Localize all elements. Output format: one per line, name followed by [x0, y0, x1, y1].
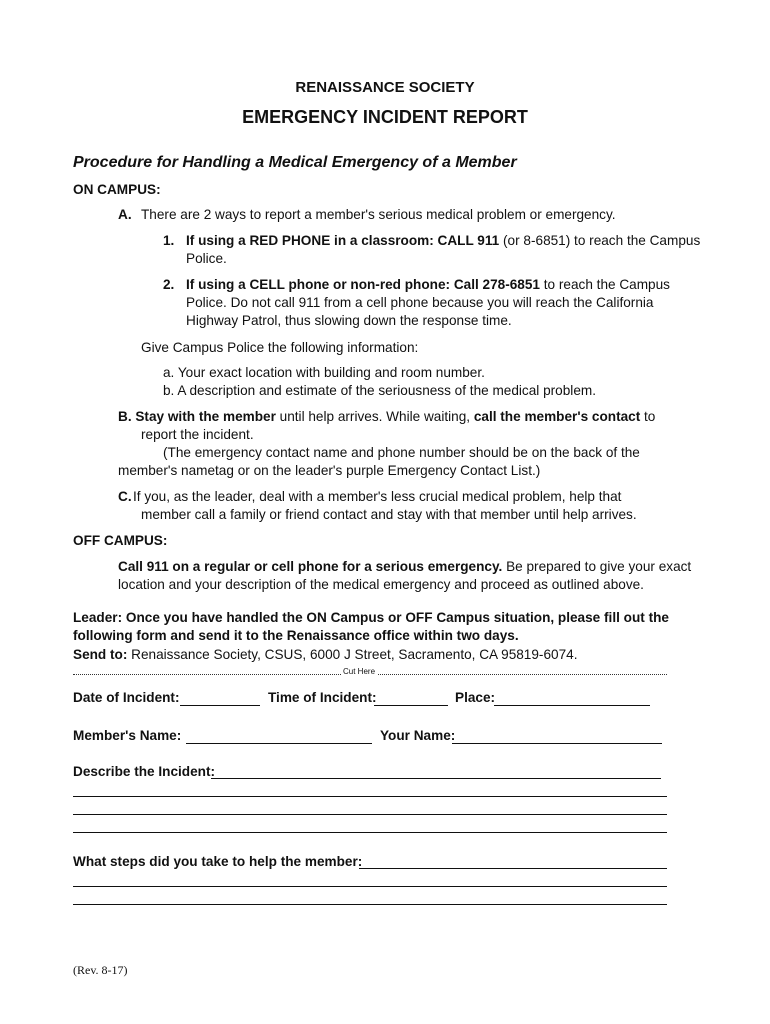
section-b-line-2: report the incident.	[141, 427, 254, 442]
member-name-field[interactable]	[186, 743, 372, 744]
section-b-line-4: member's nametag or on the leader's purple Emergency Contact List.)	[118, 463, 541, 478]
leader-instruction-line-2: following form and send it to the Renaissance office within two days.	[73, 628, 519, 643]
section-a-text: There are 2 ways to report a member's serious medical problem or emergency.	[141, 207, 616, 222]
procedure-heading: Procedure for Handling a Medical Emergency of a Member	[73, 154, 517, 171]
off-campus-line-2: location and your description of the medical emergency and proceed as outlined above.	[118, 577, 644, 592]
item-1-line-2: Police.	[186, 251, 227, 266]
place-field[interactable]	[494, 705, 650, 706]
date-of-incident-label: Date of Incident:	[73, 690, 180, 705]
organization-name: RENAISSANCE SOCIETY	[295, 79, 475, 96]
cut-here-label: Cut Here	[343, 667, 376, 676]
section-c-text: If you, as the leader, deal with a member's less crucial medical problem, help that	[133, 489, 622, 504]
your-name-field[interactable]	[452, 743, 662, 744]
leader-instruction-line-1: Leader: Once you have handled the ON Campus or OFF Campus situation, please fill out the	[73, 610, 669, 625]
describe-incident-field[interactable]	[211, 778, 661, 779]
item-1-bold: If using a RED PHONE in a classroom: CALL 911	[186, 233, 500, 248]
describe-incident-line-2[interactable]	[73, 796, 667, 797]
item-2-text	[186, 276, 670, 294]
item-2-rest: to reach the Campus	[540, 277, 670, 292]
give-info-text: Give Campus Police the following information:	[141, 340, 419, 355]
member-name-label: Member's Name:	[73, 728, 182, 743]
item-1-rest: (or 8-6851) to reach the Campus	[499, 233, 701, 248]
describe-incident-line-4[interactable]	[73, 832, 667, 833]
section-b-line-3: (The emergency contact name and phone number should be on the back of the	[163, 445, 640, 460]
off-campus-bold: Call 911 on a regular or cell phone for a serious emergency.	[118, 559, 503, 574]
section-b-end: to	[640, 409, 656, 424]
item-1-number: 1.	[163, 233, 175, 248]
off-campus-rest: Be prepared to give your exact	[502, 559, 692, 574]
time-of-incident-field[interactable]	[374, 705, 448, 706]
steps-taken-field[interactable]	[359, 868, 667, 869]
info-item-a: a. Your exact location with building and room number.	[163, 365, 485, 380]
describe-incident-label: Describe the Incident:	[73, 764, 216, 779]
date-of-incident-field[interactable]	[180, 705, 260, 706]
your-name-label: Your Name:	[380, 728, 456, 743]
off-campus-heading: OFF CAMPUS:	[73, 533, 168, 548]
item-1-text	[186, 232, 700, 250]
send-to-label: Send to:	[73, 647, 128, 662]
section-b-bold: B. Stay with the member	[118, 409, 276, 424]
steps-taken-line-2[interactable]	[73, 886, 667, 887]
off-campus-text	[118, 558, 691, 576]
info-item-b: b. A description and estimate of the seriousness of the medical problem.	[163, 383, 596, 398]
section-c-label: C.	[118, 489, 132, 504]
send-to-line	[73, 646, 577, 664]
item-2-line-2: Police. Do not call 911 from a cell phone because you will reach the California	[186, 295, 654, 310]
on-campus-heading: ON CAMPUS:	[73, 182, 161, 197]
revision-note: (Rev. 8-17)	[73, 963, 128, 977]
place-label: Place:	[455, 690, 496, 705]
time-of-incident-label: Time of Incident:	[268, 690, 377, 705]
steps-taken-label: What steps did you take to help the member:	[73, 854, 363, 869]
steps-taken-line-3[interactable]	[73, 904, 667, 905]
document-title: EMERGENCY INCIDENT REPORT	[242, 107, 528, 127]
send-to-address: Renaissance Society, CSUS, 6000 J Street, Sacramento, CA 95819-6074.	[127, 647, 578, 662]
section-b-text	[118, 408, 655, 426]
item-2-number: 2.	[163, 277, 175, 292]
section-a-label: A.	[118, 207, 132, 222]
section-c-line-2: member call a family or friend contact and stay with that member until help arrives.	[141, 507, 637, 522]
describe-incident-line-3[interactable]	[73, 814, 667, 815]
item-2-line-3: Highway Patrol, thus slowing down the response time.	[186, 313, 512, 328]
section-b-bold-2: call the member's contact	[473, 409, 641, 424]
section-b-mid: until help arrives. While waiting,	[275, 409, 474, 424]
item-2-bold: If using a CELL phone or non-red phone: Call 278-6851	[186, 277, 540, 292]
